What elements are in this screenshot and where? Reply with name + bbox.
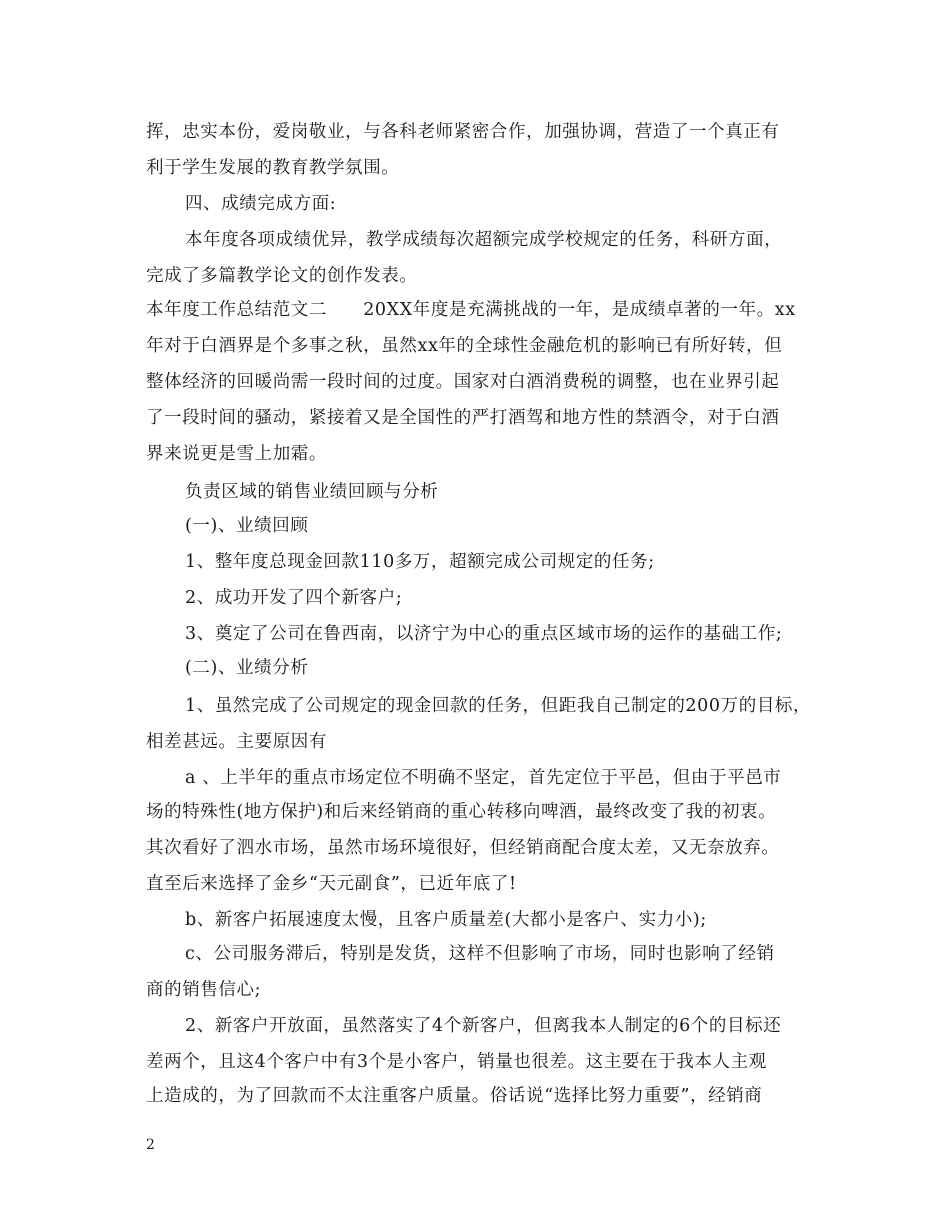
list-item: 1、整年度总现金回款110多万，超额完成公司规定的任务; — [185, 552, 655, 572]
text-line: 整体经济的回暖尚需一段时间的过度。国家对白酒消费税的调整，也在业界引起 — [146, 372, 780, 392]
text-line: 挥，忠实本份，爱岗敬业，与各科老师紧密合作，加强协调，营造了一个真正有 — [146, 122, 780, 142]
text-line: 其次看好了泗水市场，虽然市场环境很好，但经销商配合度太差，又无奈放弃。 — [146, 838, 780, 858]
text-line: 年对于白酒界是个多事之秋，虽然xx年的全球性金融危机的影响已有所好转，但 — [146, 336, 783, 356]
text-line: 上造成的，为了回款而不太注重客户质量。俗话说“选择比努力重要”，经销商 — [146, 1086, 763, 1106]
section-heading: 四、成绩完成方面: — [185, 194, 337, 214]
section-heading: (一)、业绩回顾 — [185, 516, 309, 536]
text-line: 相差甚远。主要原因有 — [146, 732, 327, 752]
list-item: 2、新客户开放面，虽然落实了4个新客户，但离我本人制定的6个的目标还 — [185, 1016, 782, 1036]
text-line: 完成了多篇教学论文的创作发表。 — [146, 266, 418, 286]
list-item: b、新客户拓展速度太慢，且客户质量差(大都小是客户、实力小); — [185, 910, 707, 930]
section-heading: 负责区域的销售业绩回顾与分析 — [185, 482, 439, 502]
text-line: 界来说更是雪上加霜。 — [146, 444, 327, 464]
list-item: 2、成功开发了四个新客户; — [185, 588, 403, 608]
page-number: 2 — [146, 1137, 155, 1153]
list-item: a 、上半年的重点市场定位不明确不坚定，首先定位于平邑，但由于平邑市 — [185, 768, 782, 788]
text-line: 差两个，且这4个客户中有3个是小客户，销量也很差。这主要在于我本人主观 — [146, 1052, 767, 1072]
text-line: 了一段时间的骚动，紧接着又是全国性的严打酒驾和地方性的禁酒令，对于白酒 — [146, 408, 780, 428]
list-item: 3、奠定了公司在鲁西南，以济宁为中心的重点区域市场的运作的基础工作; — [185, 624, 783, 644]
text-line: 本年度各项成绩优异，教学成绩每次超额完成学校规定的任务，科研方面， — [185, 230, 783, 250]
list-item: 1、虽然完成了公司规定的现金回款的任务，但距我自己制定的200万的目标， — [185, 696, 812, 716]
list-item: c、公司服务滞后，特别是发货，这样不但影响了市场，同时也影响了经销 — [185, 944, 775, 964]
text-line: 直至后来选择了金乡“天元副食”，已近年底了! — [146, 874, 517, 894]
text-line: 商的销售信心; — [146, 980, 262, 1000]
text-line: 本年度工作总结范文二 20XX年度是充满挑战的一年，是成绩卓著的一年。xx — [146, 300, 796, 320]
text-line: 场的特殊性(地方保护)和后来经销商的重心转移向啤酒，最终改变了我的初衷。 — [146, 802, 777, 822]
text-line: 利于学生发展的教育教学氛围。 — [146, 158, 400, 178]
section-heading: (二)、业绩分析 — [185, 658, 309, 678]
